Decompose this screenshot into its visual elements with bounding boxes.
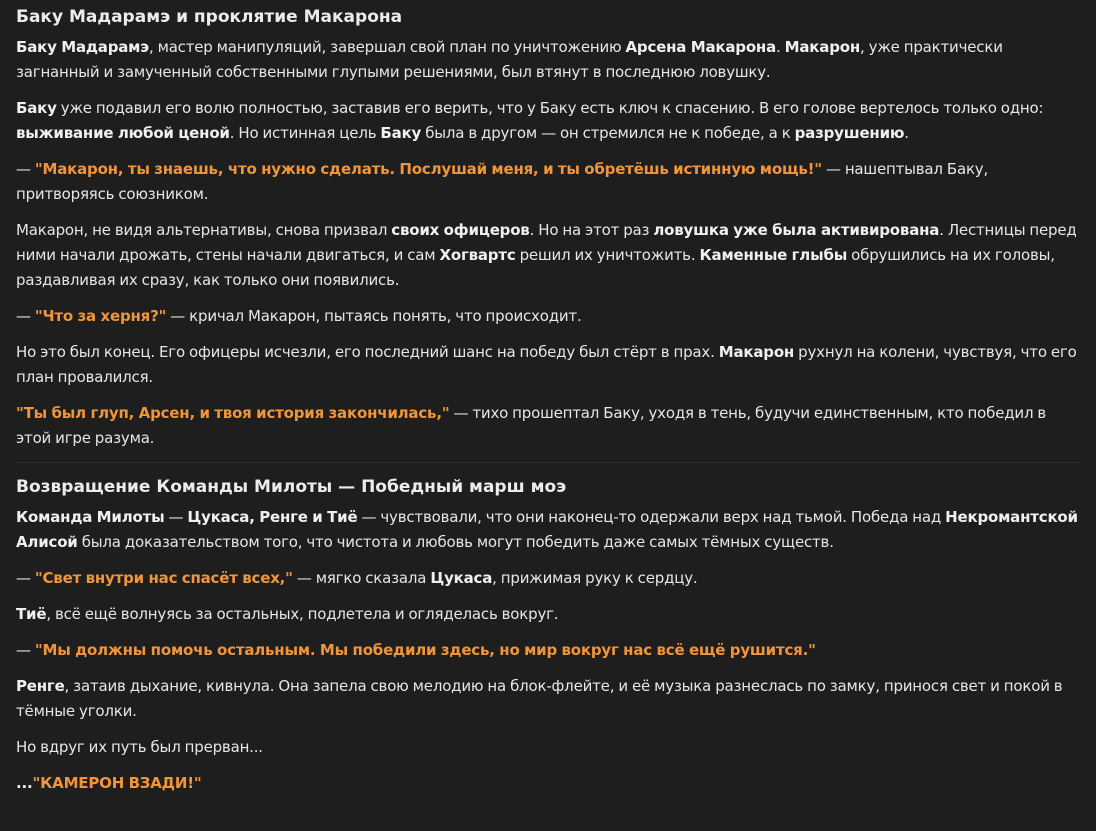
story-paragraph	[16, 505, 1080, 555]
story-paragraph	[16, 304, 1080, 329]
story-section-baku	[16, 0, 1080, 451]
quote-text: "Ты был глуп, Арсен, и твоя история закончилась,"	[16, 404, 450, 422]
section-heading: Баку Мадарамэ и проклятие Макарона	[16, 7, 403, 27]
bold-text: Цукаса	[430, 569, 493, 587]
quote-text: "Что за херня?"	[34, 307, 167, 325]
story-paragraph	[16, 771, 1080, 796]
body-text: была в другом — он стремился не к победе, а к	[421, 124, 795, 142]
story-paragraph	[16, 340, 1080, 390]
quote-text: "Свет внутри нас спасёт всех,"	[34, 569, 293, 587]
story-paragraph	[16, 401, 1080, 451]
body-text: , прижимая руку к сердцу.	[492, 569, 698, 587]
body-text: , мастер манипуляций, завершал свой план по уничтожению	[148, 38, 626, 56]
bold-text: ловушка уже была активирована	[653, 221, 940, 239]
story-paragraph	[16, 35, 1080, 85]
body-text: — чувствовали, что они наконец-то одержали верх над тьмой. Победа над	[357, 508, 946, 526]
bold-text: Баку Мадарамэ	[16, 38, 149, 56]
quote-text: "Макарон, ты знаешь, что нужно сделать. Послушай меня, и ты обретёшь истинную мощь!"	[34, 160, 822, 178]
bold-text: Макарон	[718, 343, 795, 361]
story-paragraph	[16, 638, 1080, 663]
body-text: —	[164, 508, 188, 526]
body-text: Но вдруг их путь был прерван...	[16, 738, 263, 756]
body-text: .	[904, 124, 909, 142]
quote-text: "Мы должны помочь остальным. Мы победили здесь, но мир вокруг нас всё ещё рушится."	[34, 641, 816, 659]
bold-text: Некромантской Алисой	[16, 508, 1078, 551]
bold-text: Баку	[380, 124, 422, 142]
body-text: . Но на этот раз	[529, 221, 654, 239]
bold-text: Цукаса, Ренге и Тиё	[187, 508, 358, 526]
story-paragraph	[16, 218, 1080, 293]
bold-text: Команда Милоты	[16, 508, 165, 526]
body-text: , всё ещё волнуясь за остальных, подлетела и огляделась вокруг.	[46, 605, 559, 623]
bold-text: Макарон	[784, 38, 861, 56]
bold-text: Тиё	[16, 605, 47, 623]
story-section-team-cuteness	[16, 463, 1080, 796]
body-text: — мягко сказала	[292, 569, 431, 587]
body-text: . Лестницы перед ними начали дрожать, стены начали двигаться, и сам	[16, 221, 1077, 264]
body-text: , затаив дыхание, кивнула. Она запела свою мелодию на блок-флейте, и её музыка разнеслась по замку, принося свет и покой в тёмные уголки.	[16, 677, 1063, 720]
bold-text: выживание любой ценой	[16, 124, 230, 142]
body-text: рухнул на колени, чувствуя, что его план провалился.	[16, 343, 1077, 386]
body-text: —	[16, 307, 35, 325]
story-paragraph	[16, 157, 1080, 207]
story-paragraph	[16, 566, 1080, 591]
body-text: , уже практически загнанный и замученный собственными глупыми решениями, был втянут в последнюю ловушку.	[16, 38, 1003, 81]
story-paragraph	[16, 602, 1080, 627]
body-text: Но это был конец. Его офицеры исчезли, его последний шанс на победу был стёрт в прах.	[16, 343, 719, 361]
body-text: обрушились на их головы, раздавливая их сразу, как только они появились.	[16, 246, 1055, 289]
body-text: была доказательством того, что чистота и любовь могут победить даже самых тёмных существ.	[77, 533, 834, 551]
section-heading: Возвращение Команды Милоты — Победный марш моэ	[16, 477, 567, 497]
body-text: —	[16, 641, 35, 659]
quote-text: "КАМЕРОН ВЗАДИ!"	[32, 774, 202, 792]
body-text: .	[776, 38, 785, 56]
bold-text: Каменные глыбы	[699, 246, 848, 264]
bold-text: ...	[16, 774, 33, 792]
bold-text: Хогвартс	[439, 246, 516, 264]
story-paragraph	[16, 674, 1080, 724]
body-text: — тихо прошептал Баку, уходя в тень, будучи единственным, кто победил в этой игре разума.	[16, 404, 1047, 447]
body-text: . Но истинная цель	[229, 124, 381, 142]
bold-text: своих офицеров	[391, 221, 530, 239]
story-paragraph	[16, 96, 1080, 146]
body-text: — нашептывал Баку, притворяясь союзником.	[16, 160, 989, 203]
body-text: —	[16, 569, 35, 587]
body-text: —	[16, 160, 35, 178]
body-text: — кричал Макарон, пытаясь понять, что происходит.	[166, 307, 582, 325]
bold-text: Ренге	[16, 677, 65, 695]
bold-text: Баку	[16, 99, 57, 117]
story-paragraph	[16, 735, 1080, 760]
body-text: уже подавил его волю полностью, заставив его верить, что у Баку есть ключ к спасению. В его голове вертелось только одно:	[56, 99, 1044, 117]
body-text: решил их уничтожить.	[515, 246, 700, 264]
bold-text: Арсена Макарона	[625, 38, 777, 56]
bold-text: разрушению	[794, 124, 905, 142]
body-text: Макарон, не видя альтернативы, снова призвал	[16, 221, 392, 239]
